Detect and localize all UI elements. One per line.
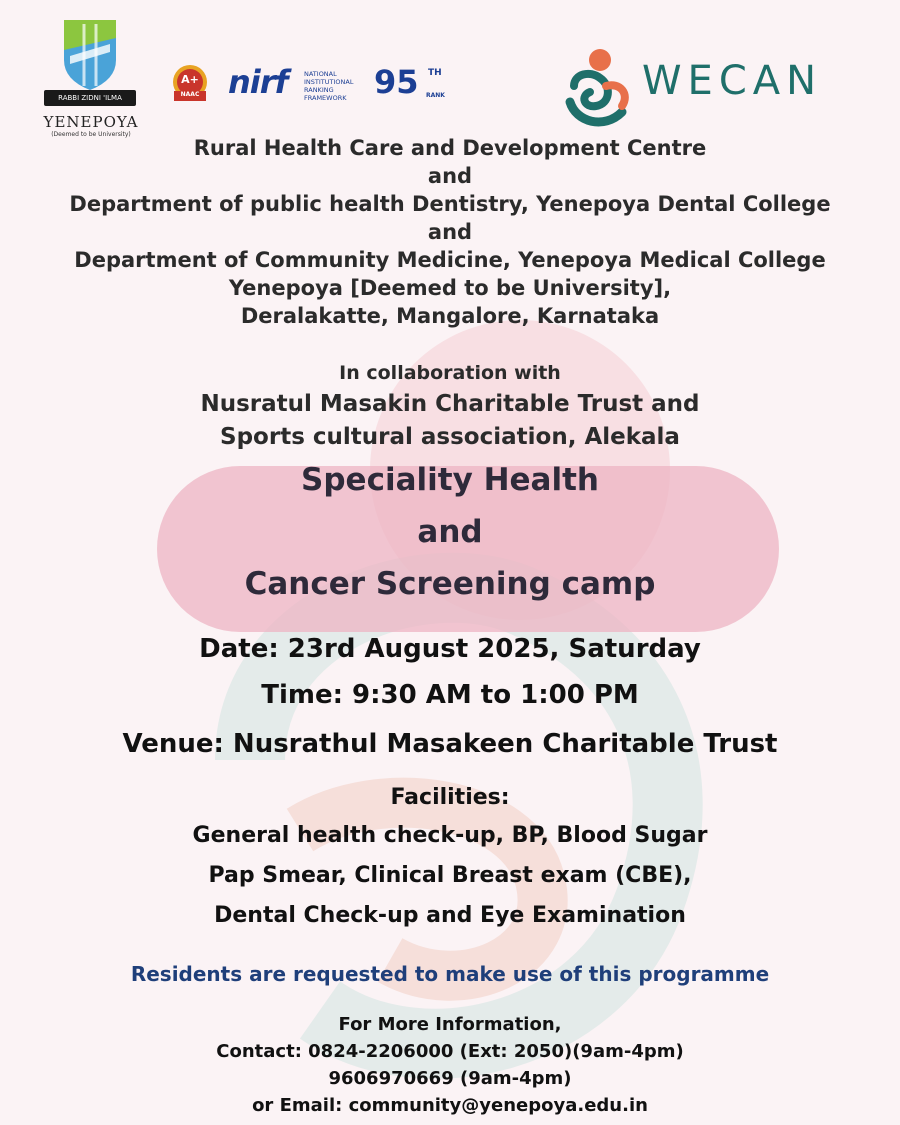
contact-line-2: Contact: 0824-2206000 (Ext: 2050)(9am-4pm)	[216, 1041, 684, 1062]
title-line-1: Speciality Health	[301, 462, 599, 498]
facilities-line-1: General health check-up, BP, Blood Sugar	[192, 823, 708, 848]
nirf-rank-suffix: TH	[428, 68, 442, 78]
title-line-3: Cancer Screening camp	[244, 566, 656, 602]
facilities-line-3: Dental Check-up and Eye Examination	[214, 903, 686, 928]
nirf-fullname	[304, 70, 353, 102]
collaboration-line-2: Sports cultural association, Alekala	[220, 424, 680, 450]
event-time: Time: 9:30 AM to 1:00 PM	[261, 680, 639, 710]
facilities-line-2: Pap Smear, Clinical Breast exam (CBE),	[208, 863, 692, 888]
nirf-line3: RANKING	[304, 86, 334, 94]
collaboration-intro: In collaboration with	[339, 362, 561, 384]
nirf-rank: 95	[374, 63, 419, 101]
header-line-5: Deralakatte, Mangalore, Karnataka	[240, 304, 660, 328]
header-and-1: and	[427, 164, 473, 188]
header-line-1: Rural Health Care and Development Centre	[193, 136, 707, 160]
yenepoya-tagline: (Deemed to be University)	[51, 131, 131, 138]
nirf-rank-label: RANK	[426, 92, 445, 99]
contact-email[interactable]: or Email: community@yenepoya.edu.in	[252, 1095, 648, 1116]
nirf-line2: INSTITUTIONAL	[304, 78, 354, 86]
facilities-heading: Facilities:	[390, 785, 510, 810]
wecan-text: WECAN	[642, 58, 823, 104]
nirf-wordmark: nirf	[228, 63, 288, 101]
wecan-figure-icon	[560, 46, 638, 132]
nirf-line1: NATIONAL	[304, 70, 337, 78]
wecan-wordmark	[642, 58, 822, 104]
yenepoya-shield-icon	[60, 16, 120, 92]
collaboration-line-1: Nusratul Masakin Charitable Trust and	[200, 391, 700, 417]
header-line-4: Yenepoya [Deemed to be University],	[228, 276, 672, 300]
header-and-2: and	[427, 220, 473, 244]
yenepoya-name: YENEPOYA	[43, 113, 139, 131]
naac-badge	[168, 64, 212, 104]
contact-line-1: For More Information,	[338, 1014, 562, 1035]
header-line-3: Department of Community Medicine, Yenepoya Medical College	[74, 248, 826, 272]
residents-notice: Residents are requested to make use of this programme	[130, 962, 770, 986]
title-line-2: and	[417, 514, 483, 550]
nirf-line4: FRAMEWORK	[304, 94, 347, 102]
naac-label: NAAC	[180, 91, 200, 98]
naac-grade: A+	[181, 73, 199, 86]
yenepoya-banner: RABBI ZIDNI 'ILMA	[44, 90, 136, 106]
contact-line-3: 9606970669 (9am-4pm)	[328, 1068, 572, 1089]
event-date: Date: 23rd August 2025, Saturday	[199, 634, 701, 664]
header-line-2: Department of public health Dentistry, Yenepoya Dental College	[69, 192, 831, 216]
event-venue: Venue: Nusrathul Masakeen Charitable Trust	[122, 729, 778, 759]
